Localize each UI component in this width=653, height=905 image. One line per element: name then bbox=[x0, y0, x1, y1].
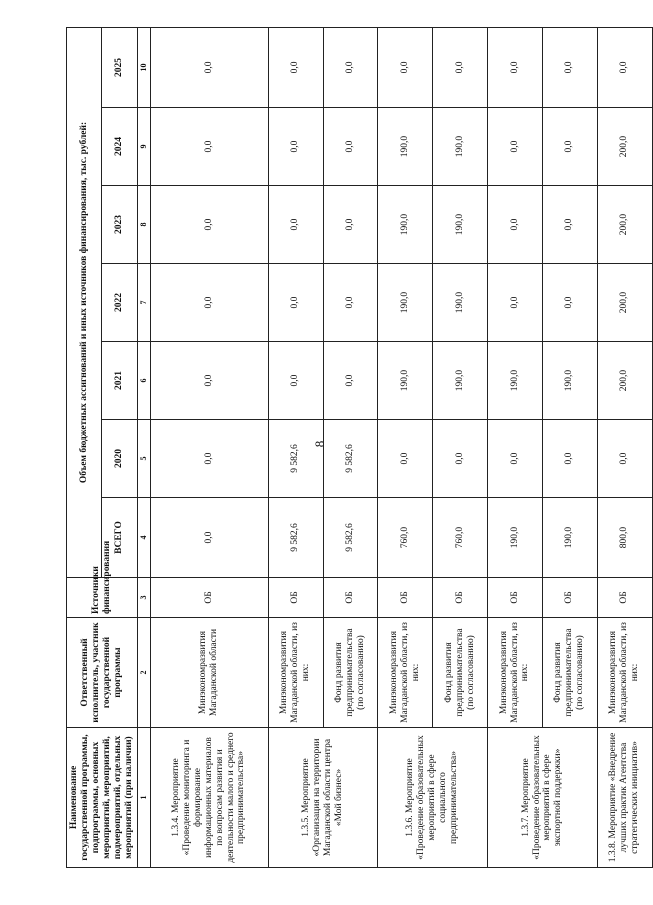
column-number: 9 bbox=[137, 108, 150, 186]
value-cell: 0,0 bbox=[268, 108, 323, 186]
value-cell: 190,0 bbox=[378, 108, 433, 186]
responsible-cell: Фонд развития предпринимательства (по согласованию) bbox=[542, 618, 597, 728]
value-cell: 0,0 bbox=[150, 186, 268, 264]
column-number: 7 bbox=[137, 264, 150, 342]
source-cell: ОБ bbox=[433, 578, 488, 618]
source-cell: ОБ bbox=[268, 578, 323, 618]
value-cell: 0,0 bbox=[150, 108, 268, 186]
value-cell: 760,0 bbox=[378, 498, 433, 578]
column-number: 1 bbox=[137, 728, 150, 868]
responsible-cell: Минэкономразвития Магаданской области bbox=[150, 618, 268, 728]
value-cell: 0,0 bbox=[268, 27, 323, 107]
table-row bbox=[378, 27, 433, 867]
value-cell: 0,0 bbox=[323, 342, 378, 420]
value-cell: 0,0 bbox=[542, 108, 597, 186]
table-row bbox=[150, 27, 268, 867]
header-row-numbers bbox=[137, 27, 150, 867]
activity-name: 1.3.8. Мероприятие «Внедрение лучших практик Агентства стратегических инициатив» bbox=[597, 728, 652, 868]
header-year: 2024 bbox=[102, 108, 137, 186]
value-cell: 190,0 bbox=[488, 342, 543, 420]
value-cell: 0,0 bbox=[433, 420, 488, 498]
column-number: 2 bbox=[137, 618, 150, 728]
header-year: 2020 bbox=[102, 420, 137, 498]
value-cell: 0,0 bbox=[268, 342, 323, 420]
value-cell: 0,0 bbox=[597, 27, 652, 107]
source-cell: ОБ bbox=[378, 578, 433, 618]
value-cell: 200,0 bbox=[597, 264, 652, 342]
responsible-cell: Минэкономразвития Магаданской области, из них: bbox=[268, 618, 323, 728]
value-cell: 190,0 bbox=[433, 108, 488, 186]
header-row-top bbox=[67, 27, 102, 867]
header-col-volume: Объем бюджетных ассигнований и иных источников финансирования, тыс. рублей: bbox=[67, 27, 102, 577]
page-number: 8 bbox=[312, 440, 327, 448]
value-cell: 0,0 bbox=[268, 264, 323, 342]
value-cell: 9 582,6 bbox=[323, 420, 378, 498]
header-year: ВСЕГО bbox=[102, 498, 137, 578]
value-cell: 0,0 bbox=[323, 27, 378, 107]
column-number: 8 bbox=[137, 186, 150, 264]
value-cell: 9 582,6 bbox=[323, 498, 378, 578]
value-cell: 0,0 bbox=[150, 27, 268, 107]
value-cell: 0,0 bbox=[542, 264, 597, 342]
value-cell: 190,0 bbox=[433, 186, 488, 264]
header-year: 2023 bbox=[102, 186, 137, 264]
responsible-cell: Минэкономразвития Магаданской области, из них: bbox=[378, 618, 433, 728]
source-cell: ОБ bbox=[542, 578, 597, 618]
value-cell: 0,0 bbox=[268, 186, 323, 264]
value-cell: 0,0 bbox=[542, 420, 597, 498]
table-row bbox=[597, 27, 652, 867]
value-cell: 0,0 bbox=[488, 108, 543, 186]
value-cell: 0,0 bbox=[542, 27, 597, 107]
value-cell: 0,0 bbox=[323, 186, 378, 264]
value-cell: 200,0 bbox=[597, 342, 652, 420]
value-cell: 800,0 bbox=[597, 498, 652, 578]
header-year: 2022 bbox=[102, 264, 137, 342]
value-cell: 0,0 bbox=[323, 108, 378, 186]
value-cell: 9 582,6 bbox=[268, 420, 323, 498]
header-col-name: Наименование государственной программы, подпрограммы, основных мероприятий, мероприятий, подмероприятий, отдельных мероприятий (при наличии) bbox=[67, 728, 138, 868]
value-cell: 0,0 bbox=[150, 264, 268, 342]
value-cell: 190,0 bbox=[378, 264, 433, 342]
value-cell: 0,0 bbox=[433, 27, 488, 107]
value-cell: 190,0 bbox=[542, 342, 597, 420]
column-number: 10 bbox=[137, 27, 150, 107]
table-row bbox=[268, 27, 323, 867]
header-col-responsible: Ответственный исполнитель, участник государственной программы bbox=[67, 618, 138, 728]
value-cell: 190,0 bbox=[378, 342, 433, 420]
value-cell: 0,0 bbox=[378, 420, 433, 498]
column-number: 5 bbox=[137, 420, 150, 498]
source-cell: ОБ bbox=[488, 578, 543, 618]
table-row bbox=[488, 27, 543, 867]
activity-name: 1.3.7. Мероприятие «Проведение образовательных мероприятий в сфере экспортной поддержки» bbox=[488, 728, 598, 868]
value-cell: 0,0 bbox=[323, 264, 378, 342]
value-cell: 200,0 bbox=[597, 108, 652, 186]
value-cell: 0,0 bbox=[542, 186, 597, 264]
value-cell: 9 582,6 bbox=[268, 498, 323, 578]
source-cell: ОБ bbox=[323, 578, 378, 618]
header-col-source: Источники финансирования bbox=[67, 578, 138, 618]
financing-table bbox=[66, 27, 653, 868]
source-cell: ОБ bbox=[597, 578, 652, 618]
value-cell: 0,0 bbox=[488, 186, 543, 264]
header-year: 2025 bbox=[102, 27, 137, 107]
value-cell: 0,0 bbox=[150, 498, 268, 578]
value-cell: 190,0 bbox=[488, 498, 543, 578]
rotated-table-wrapper bbox=[66, 28, 641, 868]
value-cell: 0,0 bbox=[488, 264, 543, 342]
column-number: 4 bbox=[137, 498, 150, 578]
value-cell: 190,0 bbox=[433, 342, 488, 420]
responsible-cell: Фонд развития предпринимательства (по согласованию) bbox=[433, 618, 488, 728]
column-number: 6 bbox=[137, 342, 150, 420]
responsible-cell: Минэкономразвития Магаданской области, из них: bbox=[488, 618, 543, 728]
source-cell: ОБ bbox=[150, 578, 268, 618]
activity-name: 1.3.5. Мероприятие «Организация на территории Магаданской области центра «Мой бизнес» bbox=[268, 728, 378, 868]
value-cell: 190,0 bbox=[433, 264, 488, 342]
value-cell: 0,0 bbox=[150, 342, 268, 420]
column-number: 3 bbox=[137, 578, 150, 618]
value-cell: 200,0 bbox=[597, 186, 652, 264]
responsible-cell: Минэкономразвития Магаданской области, из них: bbox=[597, 618, 652, 728]
value-cell: 0,0 bbox=[488, 420, 543, 498]
value-cell: 0,0 bbox=[597, 420, 652, 498]
header-year: 2021 bbox=[102, 342, 137, 420]
responsible-cell: Фонд развития предпринимательства (по согласованию) bbox=[323, 618, 378, 728]
activity-name: 1.3.6. Мероприятие «Проведение образовательных мероприятий в сфере социального предпринимательства» bbox=[378, 728, 488, 868]
value-cell: 0,0 bbox=[488, 27, 543, 107]
value-cell: 0,0 bbox=[378, 27, 433, 107]
value-cell: 190,0 bbox=[542, 498, 597, 578]
value-cell: 0,0 bbox=[150, 420, 268, 498]
value-cell: 760,0 bbox=[433, 498, 488, 578]
activity-name: 1.3.4. Мероприятие «Проведение мониторинга и формирование информационных материалов по вопросам развития и деятельности малого и среднего предпринимательства» bbox=[150, 728, 268, 868]
value-cell: 190,0 bbox=[378, 186, 433, 264]
